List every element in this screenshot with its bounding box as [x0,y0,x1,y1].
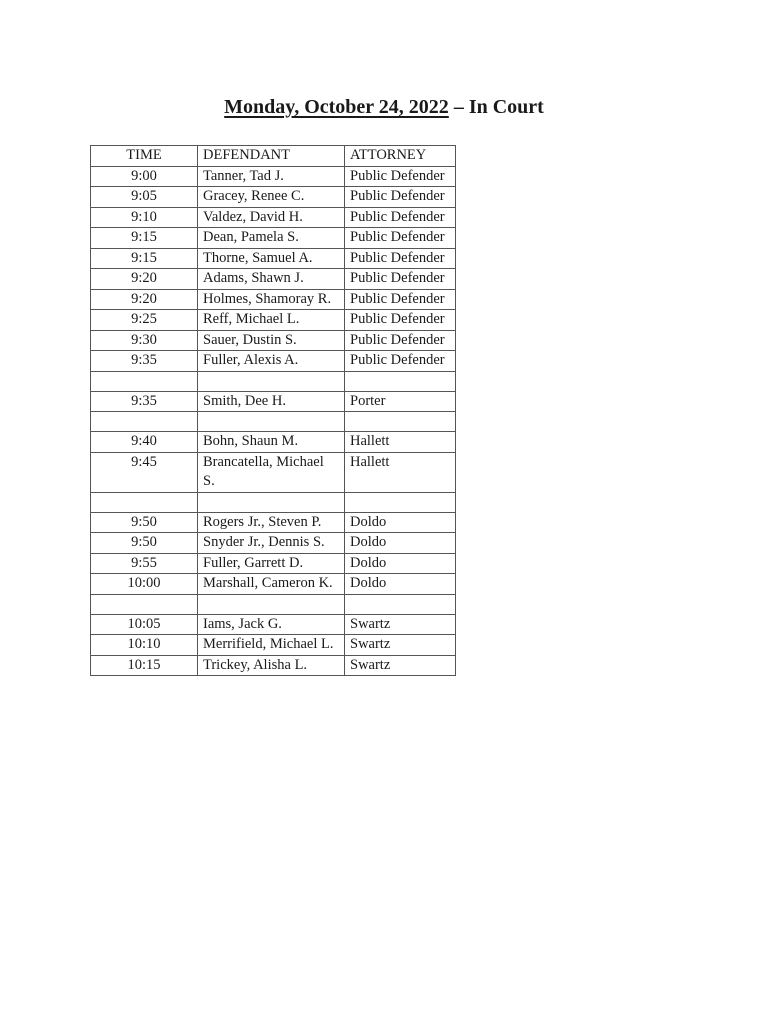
defendant-cell [198,594,345,614]
table-row [91,166,456,187]
table-row [91,533,456,554]
defendant-cell: Valdez, David H. [198,207,345,228]
table-row [91,412,456,432]
defendant-cell: Brancatella, Michael S. [198,452,345,492]
defendant-cell: Dean, Pamela S. [198,228,345,249]
time-cell: 10:10 [91,635,198,656]
attorney-cell [345,412,456,432]
table-row [91,594,456,614]
defendant-cell [198,492,345,512]
defendant-cell: Sauer, Dustin S. [198,330,345,351]
attorney-cell: Public Defender [345,310,456,331]
time-cell: 9:25 [91,310,198,331]
defendant-cell: Reff, Michael L. [198,310,345,331]
table-row [91,310,456,331]
time-cell: 9:15 [91,248,198,269]
defendant-cell: Marshall, Cameron K. [198,574,345,595]
time-cell: 9:20 [91,289,198,310]
attorney-cell: Public Defender [345,330,456,351]
defendant-cell: Fuller, Alexis A. [198,351,345,372]
attorney-cell: Doldo [345,512,456,533]
defendant-cell: Adams, Shawn J. [198,269,345,290]
time-cell [91,412,198,432]
table-header-row [91,146,456,167]
table-row [91,452,456,492]
table-row [91,351,456,372]
time-cell: 10:15 [91,655,198,676]
defendant-cell: Iams, Jack G. [198,614,345,635]
attorney-cell: Hallett [345,452,456,492]
table-row [91,228,456,249]
defendant-cell: Smith, Dee H. [198,391,345,412]
time-cell [91,371,198,391]
attorney-cell: Public Defender [345,248,456,269]
header-attorney: ATTORNEY [345,146,456,167]
table-row [91,207,456,228]
defendant-cell: Gracey, Renee C. [198,187,345,208]
time-cell: 9:15 [91,228,198,249]
defendant-cell [198,412,345,432]
time-cell: 10:05 [91,614,198,635]
table-row [91,391,456,412]
attorney-cell [345,594,456,614]
attorney-cell: Doldo [345,553,456,574]
table-row [91,289,456,310]
attorney-cell [345,492,456,512]
time-cell: 10:00 [91,574,198,595]
defendant-cell: Thorne, Samuel A. [198,248,345,269]
table-row [91,269,456,290]
table-row [91,330,456,351]
attorney-cell: Public Defender [345,166,456,187]
table-row [91,371,456,391]
time-cell [91,492,198,512]
table-row [91,187,456,208]
attorney-cell: Public Defender [345,351,456,372]
time-cell: 9:40 [91,432,198,453]
attorney-cell [345,371,456,391]
attorney-cell: Public Defender [345,228,456,249]
attorney-cell: Public Defender [345,207,456,228]
attorney-cell: Doldo [345,533,456,554]
table-row [91,635,456,656]
table-row [91,512,456,533]
defendant-cell: Snyder Jr., Dennis S. [198,533,345,554]
page-title [0,96,768,119]
defendant-cell: Bohn, Shaun M. [198,432,345,453]
table-row [91,248,456,269]
time-cell: 9:55 [91,553,198,574]
time-cell: 9:45 [91,452,198,492]
attorney-cell: Public Defender [345,269,456,290]
attorney-cell: Public Defender [345,289,456,310]
table-row [91,574,456,595]
defendant-cell: Merrifield, Michael L. [198,635,345,656]
defendant-cell: Rogers Jr., Steven P. [198,512,345,533]
table-row [91,614,456,635]
time-cell: 9:35 [91,391,198,412]
title-date: Monday, October 24, 2022 [224,96,449,118]
time-cell: 9:35 [91,351,198,372]
title-suffix: – In Court [448,96,544,118]
time-cell: 9:00 [91,166,198,187]
attorney-cell: Swartz [345,635,456,656]
attorney-cell: Swartz [345,655,456,676]
defendant-cell: Tanner, Tad J. [198,166,345,187]
header-time: TIME [91,146,198,167]
time-cell: 9:20 [91,269,198,290]
time-cell: 9:05 [91,187,198,208]
time-cell [91,594,198,614]
defendant-cell [198,371,345,391]
time-cell: 9:50 [91,512,198,533]
defendant-cell: Holmes, Shamoray R. [198,289,345,310]
table-row [91,432,456,453]
attorney-cell: Public Defender [345,187,456,208]
table-body [91,166,456,676]
attorney-cell: Doldo [345,574,456,595]
header-defendant: DEFENDANT [198,146,345,167]
time-cell: 9:30 [91,330,198,351]
attorney-cell: Porter [345,391,456,412]
court-docket-table [90,145,456,676]
defendant-cell: Fuller, Garrett D. [198,553,345,574]
defendant-cell: Trickey, Alisha L. [198,655,345,676]
time-cell: 9:50 [91,533,198,554]
attorney-cell: Swartz [345,614,456,635]
table-row [91,553,456,574]
attorney-cell: Hallett [345,432,456,453]
table-row [91,655,456,676]
table-row [91,492,456,512]
time-cell: 9:10 [91,207,198,228]
